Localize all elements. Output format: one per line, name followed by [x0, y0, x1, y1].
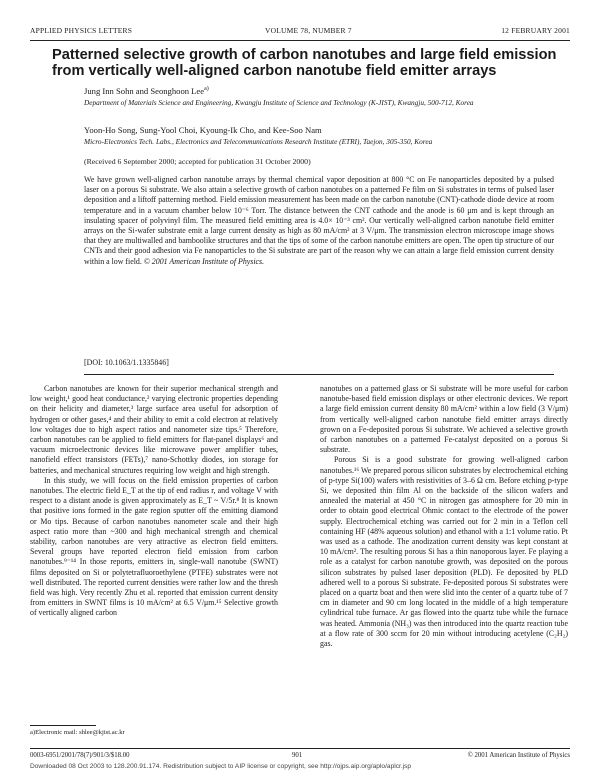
author-list-1 — [84, 86, 209, 97]
abstract-text: We have grown well-aligned carbon nanotube arrays by thermal chemical vapor deposition at 800 °C on Fe nanoparticles deposited by a pulsed laser on a porous Si substrate. We also attain a selective growth of carbon nanotubes on a patterned Fe film on Si substrates in terms of pulsed laser deposition and a liftoff patterning method. Field emission measurement has been made on the carbon nanotube (CNT)-cathode diode device at room temperature and in a vacuum chamber below 10⁻⁶ Torr. The distance between the CNT cathode and the anode is 60 μm and is kept through an insulating spacer of polyvinyl film. The measured field emitting area is 4.0× 10⁻³ cm². Our vertically well-aligned carbon nanotube field emitter arrays on the Si-wafer substrate emit a large current density as high as 80 mA/cm² at 3 V/μm. The transmission electron microscope image shows that they are multiwalled and bamboolike structures and that the tips of some of the carbon nanotube emitters are open. The open tip structure of our CNTs and their good adhesion via Fe nanoparticles to the Si substrate are part of the reason why we can attain a large field emission current density within a low field. — [84, 175, 554, 266]
body-paragraph: Carbon nanotubes are known for their superior mechanical strength and low weight,¹ good heat conductance,² varying electronic properties depending on their helicity and diameter,³ large surface area useful for adsorption of hydrogen or other gases,⁴ and their ability to emit a cold electron at relatively low voltages due to high aspect ratios and nanometer size tips.⁵ Therefore, carbon nanotubes can be applied to field emitters for flat-panel displays⁶ and vacuum microelectronic devices like microwave power amplifier tubes, nanofield effect transistors (FETs),⁷ nano-Schottky diodes, ion storage for batteries, and mechanical structures requiring low weight and high strength. — [30, 384, 278, 475]
issue-date: 12 FEBRUARY 2001 — [501, 26, 570, 35]
affiliation-2: Micro-Electronics Tech. Labs., Electronics and Telecommunications Research Institute (ETRI), Taejon, 305-350, Korea — [84, 137, 433, 146]
page-number: 901 — [292, 752, 303, 759]
body-paragraph: Porous Si is a good substrate for growing well-aligned carbon nanotubes.¹⁶ We prepared porous silicon substrates by electrochemical etching of p-type Si(100) wafers with resistivities of 3–6 Ω cm. Before etching p-type Si, we deposited thin film Al on the backside of the silicon wafers and annealed the material at 450 °C in nitrogen gas atmosphere for 20 min in order to obtain good electrical Ohmic contact to the electrode of the power supply. Electrochemical etching was carried out for 2 min in a Teflon cell containing HF (48% aqueous solution) and ethanol with a 1:1 volume ratio. Pt was used as a cathode. The anodization current density was kept constant at 10 mA/cm². The resulting porous Si has a thin nanoporous layer. Fe playing a role as a catalyst for carbon nanotube growth, was deposited on the porous silicon substrates by pulsed laser deposition (PLD). Fe deposited by PLD adhered well to a porous Si substrate. Fe-deposited porous Si substrates were placed on a quartz boat and then were slid into the center of a quartz tube of 7 cm in diameter and 90 cm long located in the middle of a high temperature cylindrical tube furnace. Ar gas flowed into the quartz tube while the furnace was heated. Ammonia (NH₃) was then introduced into the quartz reaction tube at a flow rate of 300 sccm for 20 min without introducing acetylene (C₂H₂) gas. — [320, 455, 568, 649]
footer-copyright: © 2001 American Institute of Physics — [467, 752, 570, 759]
issn-price: 0003-6951/2001/78(7)/901/3/$18.00 — [30, 752, 130, 759]
left-column — [30, 384, 278, 619]
paper-title: Patterned selective growth of carbon nanotubes and large field emission from vertically well-aligned carbon nanotube field emitter arrays — [52, 47, 557, 79]
footnote-rule — [30, 725, 96, 726]
abstract-rule — [84, 374, 554, 375]
received-dates: (Received 6 September 2000; accepted for publication 31 October 2000) — [84, 157, 311, 166]
author-list-2: Yoon-Ho Song, Sung-Yool Choi, Kyoung-Ik Cho, and Kee-Soo Nam — [84, 125, 322, 135]
page-footer — [30, 752, 570, 762]
affiliation-1: Department of Materials Science and Engineering, Kwangju Institute of Science and Technology (K-JIST), Kwangju, 500-712, Korea — [84, 98, 474, 107]
copyright-notice: © 2001 American Institute of Physics. — [143, 256, 265, 266]
footer-rule — [30, 748, 570, 749]
journal-name: APPLIED PHYSICS LETTERS — [30, 26, 133, 35]
footnote: a)Electronic mail: shlee@kjist.ac.kr — [30, 729, 125, 736]
body-paragraph: In this study, we will focus on the field emission properties of carbon nanotubes. The electric field E_T at the tip of end radius r, and voltage V with respect to a distant anode is given approximately as E_T ~ V/5r.⁸ It is known that positive ions formed in the gate region sputter off the emitting diamond or Mo tips. Because of carbon nanotubes nanometer scale and their high aspect ratio more than ~300 and high mechanical strength and chemical stability, carbon nanotubes are very attractive as electron field emitters. Several groups have reported electron field emission from carbon nanotubes.⁹⁻¹⁴ In those reports, emitters in, single-wall nanotube (SWNT) films deposited on Si or polytetrafluoroethylene (PTFE) substrates were not well distributed. The reported current densities were rather low and the thresh field was high. Very recently Zhu et al. reported that emission current density from emitters in SWNT films is 10 mA/cm² at 6.5 V/μm.¹⁵ Selective growth of vertically aligned carbon — [30, 475, 278, 618]
right-column — [320, 384, 568, 649]
running-header — [30, 26, 570, 38]
doi: [DOI: 10.1063/1.1335846] — [84, 358, 169, 367]
footnote-marker: a) — [204, 86, 209, 93]
abstract — [84, 175, 554, 267]
volume-number: VOLUME 78, NUMBER 7 — [265, 26, 352, 35]
author-names-1: Jung Inn Sohn and Seonghoon Lee — [84, 86, 205, 96]
body-paragraph: nanotubes on a patterned glass or Si substrate will be more useful for carbon nanotube-based field emission displays or other electronic devices. We report a large field emission current density 80 mA/cm² within a low field (3 V/μm) from vertically well-aligned carbon nanotube field emitter arrays directly grown on a Fe-deposited porous Si substrate. We achieved a selective growth of carbon nanotubes on a patterned Fe-catalyst deposited on a porous Si substrate. — [320, 384, 568, 455]
download-notice: Downloaded 08 Oct 2003 to 128.200.91.174. Redistribution subject to AIP license or copyright, see http://ojps.aip.org/aplo/aplcr.jsp — [30, 763, 412, 770]
header-rule — [30, 40, 570, 41]
